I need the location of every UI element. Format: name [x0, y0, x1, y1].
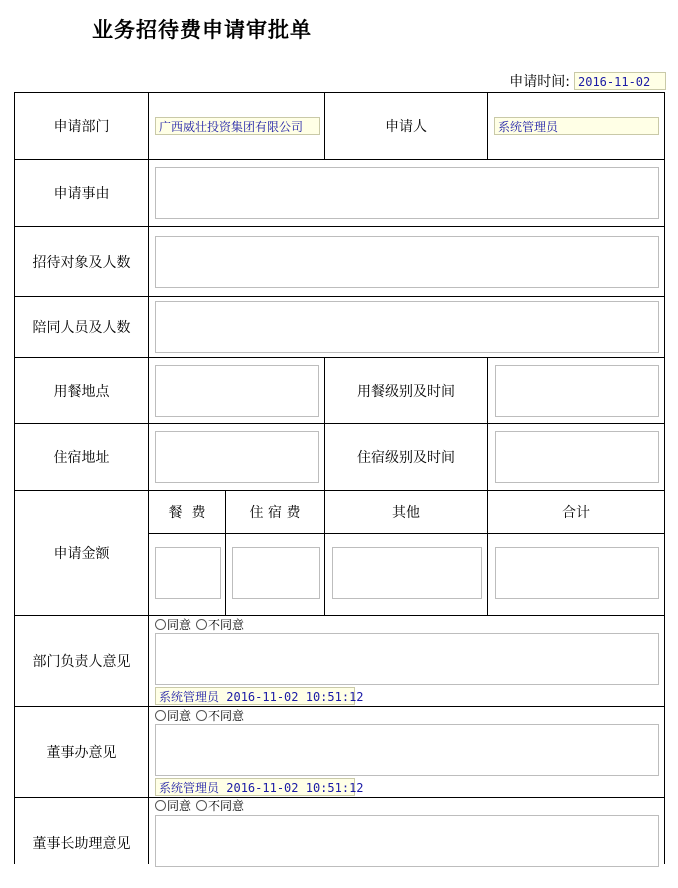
- opinion-assistant-label: 董事长助理意见: [32, 836, 131, 852]
- opinion-assistant-radios: 同意 不同意: [155, 798, 249, 812]
- reason-textarea[interactable]: [155, 167, 659, 219]
- meal-level-label: 用餐级别及时间: [357, 383, 455, 400]
- reason-label: 申请事由: [53, 186, 110, 202]
- lodging-level-textarea[interactable]: [495, 431, 659, 483]
- opinion-dept-disagree-radio[interactable]: [196, 619, 207, 630]
- meal-place-textarea[interactable]: [155, 365, 319, 417]
- amount-label: 申请金额: [53, 546, 110, 562]
- applicant-label: 申请人: [385, 119, 427, 135]
- opinion-board-radios: 同意 不同意: [155, 708, 249, 722]
- opinion-dept-time: 2016-11-02 10:51:12: [226, 690, 364, 704]
- opinion-assistant-disagree-radio[interactable]: [196, 800, 207, 811]
- apply-time-label: 申请时间:: [509, 74, 570, 90]
- opinion-board-label: 董事办意见: [46, 745, 117, 761]
- meal-level-textarea[interactable]: [495, 365, 659, 417]
- opinion-assistant-agree-radio[interactable]: [155, 800, 166, 811]
- amount-col-other: 其他: [392, 505, 420, 521]
- amount-col-lodging: 住 宿 费: [249, 505, 301, 521]
- opinion-board-signature: [155, 778, 364, 796]
- amount-col-meal: 餐 费: [168, 505, 206, 521]
- amount-col-total: 合计: [562, 505, 590, 521]
- opinion-dept-signer: 系统管理员: [159, 690, 220, 704]
- amount-meal-input[interactable]: [155, 547, 221, 599]
- opinion-board-agree-radio[interactable]: [155, 710, 166, 721]
- opinion-dept-radios: 同意 不同意: [155, 617, 249, 631]
- department-label: 申请部门: [53, 119, 110, 135]
- applicant-field[interactable]: 系统管理员: [494, 117, 659, 135]
- opinion-dept-label: 部门负责人意见: [32, 654, 131, 670]
- opinion-dept-signature: [155, 687, 364, 705]
- department-field[interactable]: 广西威壮投资集团有限公司: [155, 117, 320, 135]
- amount-total-input[interactable]: [495, 547, 659, 599]
- opinion-dept-agree-radio[interactable]: [155, 619, 166, 630]
- opinion-board-disagree-radio[interactable]: [196, 710, 207, 721]
- amount-other-input[interactable]: [332, 547, 482, 599]
- apply-time: [509, 71, 666, 91]
- opinion-assistant-textarea[interactable]: [155, 815, 659, 867]
- companions-label: 陪同人员及人数: [32, 320, 131, 336]
- amount-lodging-input[interactable]: [232, 547, 320, 599]
- apply-time-field[interactable]: 2016-11-02: [574, 72, 666, 90]
- lodging-addr-textarea[interactable]: [155, 431, 319, 483]
- guests-label: 招待对象及人数: [32, 254, 131, 271]
- page-title: 业务招待费申请审批单: [92, 17, 312, 42]
- lodging-level-label: 住宿级别及时间: [357, 450, 455, 466]
- opinion-board-time: 2016-11-02 10:51:12: [226, 781, 364, 795]
- lodging-addr-label: 住宿地址: [53, 450, 110, 466]
- opinion-board-textarea[interactable]: [155, 724, 659, 776]
- meal-place-label: 用餐地点: [53, 383, 110, 400]
- guests-textarea[interactable]: [155, 236, 659, 288]
- opinion-board-signer: 系统管理员: [159, 781, 220, 795]
- companions-textarea[interactable]: [155, 301, 659, 353]
- opinion-dept-textarea[interactable]: [155, 633, 659, 685]
